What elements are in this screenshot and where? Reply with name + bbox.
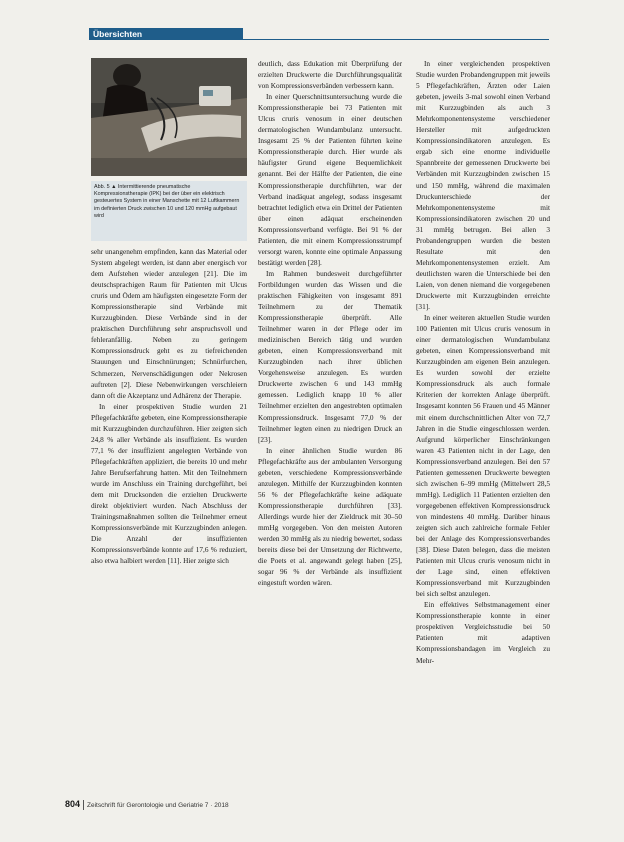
section-header: [89, 28, 243, 40]
paragraph: Im Rahmen bundesweit durchgeführter Fortbildungen wurden das Wissen und die praktischen Fähigkeiten von insgesamt 891 Teilnehmern zu der Thematik Kompressionstherapie überprüft. Alle Teilnehmer waren in der Pflege oder im medizinischen Bereich tätig und wurden gebeten, einen Kompressionsverband mit Kurzzugbinden nach ihrer üblichen Vorgehensweise anzulegen. Es wurden Druckwerte zwischen 6 und 143 mmHg gemessen. Lediglich knapp 10 % aller Teilnehmer erzielten den angestrebten optimalen Kompressionsdruck. Insgesamt 77,0 % der Teilnehmer legten einen zu niedrigen Druck an [23].: [258, 268, 402, 444]
figure-caption-text: Abb. 5 ▲ Intermittierende pneumatische Kompressionstherapie (IPK) bei der über ein elektrisch gesteuertes System in einer Manschette mit 12 Luftkammern im definierten Druck zwischen 10 und 120 mmHg aufgebaut wird: [94, 184, 240, 219]
paragraph: sehr unangenehm empfinden, kann das Material oder System abgelegt werden, ist dann aber energisch vor dem Aufstehen wieder anzulegen [21]. Die im deutschsprachigen Raum für Patienten mit Ulcus cruris und Ödem am häufigsten eingesetzte Form der Kompressionstherapie sind Verbände mit Kurzzugbinden. Diese Verbände sind in der praktischen Durchführung sehr anspruchsvoll und fehleranfällig. Neben zu geringem Kompressionsdruck geht es zu tiefreichenden Stauungen und Einschnürungen; Schnürfurchen, Schmerzen, Nervenschädigungen oder Nekrosen auftreten [2]. Diese Nebenwirkungen verschleiern dann oft die Akzeptanz und Adhärenz der Therapie.: [91, 247, 247, 400]
text-column-2: [258, 58, 402, 588]
section-title: Übersichten: [93, 29, 143, 39]
paragraph: Ein effektives Selbstmanagement einer Kompressionstherapie konnte in einer prospektiven Vergleichsstudie bei 50 Patienten mit adaptiven Kompressionsbandagen im Vergleich zu Mehr-: [416, 600, 550, 665]
page-number: 804: [65, 799, 81, 809]
paragraph: In einer Querschnittsuntersuchung wurde die Kompressionstherapie bei 73 Patienten mit Ulcus cruris venosum in einer deutschen dermatologischen Wundambulanz untersucht. Insgesamt 25 % der Patienten führten keine Kompressionstherapie durch. Hier wurde als häufigster Grund eigene Bequemlichkeit genannt. Bei der Hälfte der Patienten, die eine Kompressionstherapie durchführten, war der Verband inadäquat angelegt, sodass insgesamt betrachtet lediglich etwa ein Drittel der Patienten über einen adäquat erscheinenden Kompressionsverband verfügte. Bei 91 % der Patienten, die mit einem Kompressionsstrumpf versorgt waren, konnte eine optimale Anpassung bestätigt werden [28].: [258, 92, 402, 267]
paragraph: In einer ähnlichen Studie wurden 86 Pflegefachkräfte aus der ambulanten Versorgung gebeten, verschiedene Kompressionsverbände anzulegen. Mithilfe der Kurzzugbinden konnten 56 % der Pflegefachkräfte keine adäquate Kompressionstherapie durchführen [33]. Allerdings wurde hier der Zieldruck mit 30–50 mmHg vorgegeben. Von den meisten Autoren werden 30 mmHg als zu niedrig bewertet, sodass bereits diese bei der Umsetzung der Richtwerte, die Poets et al. angewandt gelegt haben [25], sogar 96 % der Verbände als insuffizient eingestuft worden wären.: [258, 445, 402, 588]
paragraph: deutlich, dass Edukation mit Überprüfung der erzielten Druckwerte die Durchführungsqualität von Kompressionsverbänden verbessern kann.: [258, 59, 402, 91]
page-footer: [65, 798, 515, 810]
figure-photo: [91, 58, 247, 176]
compression-device-photo: [91, 58, 247, 176]
paragraph: In einer vergleichenden prospektiven Studie wurden Probandengruppen mit jeweils 5 Pflegefachkräften, Ärzten oder Laien gebeten, jeweils 3-mal sowohl einen Verband mit Kurzzugbinden als auch 3 Mehrkomponentensysteme verschiedener Hersteller mit aufgedruckten Kompressionsindikatoren anzulegen. Es ergab sich eine enorme individuelle Spannbreite der gemessenen Druckwerte bei Verbänden mit Kurzzugbinden zwischen 15 und 150 mmHg, während die maximalen Druckunterschiede der Mehrkomponentensysteme mit Kompressionsindikatoren zwischen 20 und 31 mmHg betrugen. Bei allen 3 Probandengruppen wurden die besten Resultate mit den Mehrkomponentensystemen erzielt. Am deutlichsten waren die Unterschiede bei den Laien, von denen niemand die vorgegebenen Druckwerte mit Kurzzugbinden erreichte [31].: [416, 59, 550, 312]
journal-name: Zeitschrift für Gerontologie und Geriatrie 7 · 2018: [87, 802, 229, 809]
text-column-1: [91, 246, 247, 566]
paragraph: In einer prospektiven Studie wurden 21 Pflegefachkräfte gebeten, eine Kompressionstherapie mit Kurzzugbinden durchzuführen. Hier zeigten sich 24,8 % aller Verbände als insuffizient. Es wurden 77,1 % der insuffizient angelegten Verbände von Pflegefachkräften appliziert, die bereits 10 und mehr Jahre Berufserfahrung hatten. Mit den Teilnehmern wurde im Anschluss ein Training durchgeführt, bei dem mit Drucksonden die erzielten Druckwerte direkt objektiviert wurden. Nach Abschluss der Trainingsmaßnahmen sollten die Teilnehmer erneut Kompressionsverbände mit Kurzzugbinden anlegen. Die Anzahl der insuffizienten Kompressionsverbände konnte auf 17,6 % reduziert, also etwa halbiert werden [11]. Hier zeigte sich: [91, 401, 247, 566]
paragraph: In einer weiteren aktuellen Studie wurden 100 Patienten mit Ulcus cruris venosum in einer dermatologischen Wundambulanz gebeten, einen Kompressionsverband mit Kurzzugbinden am eigenen Bein anzulegen. Es wurden sowohl der erzielte Kompressionsdruck als auch formale Kriterien der korrekten Anlage überprüft. Insgesamt konnten 56 Frauen und 45 Männer mit einem durchschnittlichen Alter von 72,7 Jahren in die Studie eingeschlossen werden. Aufgrund körperlicher Einschränkungen waren 43 Patienten nicht in der Lage, den Kompressionsverband anzulegen. Bei den 57 Patienten gemessenen Druckwerte bewegten sich zwischen 6–99 mmHg (Mittelwert 28,5 mmHg). Lediglich 11 Patienten erzielten den vorgegebenen effektiven Kompressionsdruck von mindestens 40 mmHg. Darüber hinaus zeigten sich auch zahlreiche formale Fehler bei der Anlage des Kompressionsverbandes [38]. Diese Daten belegen, dass die meisten Patienten mit Ulcus cruris venosum nicht in der Lage sind, einen effektiven Kompressionsverband mit Kurzzugbinden bei sich selbst anzulegen.: [416, 313, 550, 599]
text-column-3: [416, 58, 550, 666]
figure-caption: [91, 181, 247, 241]
header-rule: [243, 39, 549, 40]
footer-divider: [83, 800, 84, 810]
